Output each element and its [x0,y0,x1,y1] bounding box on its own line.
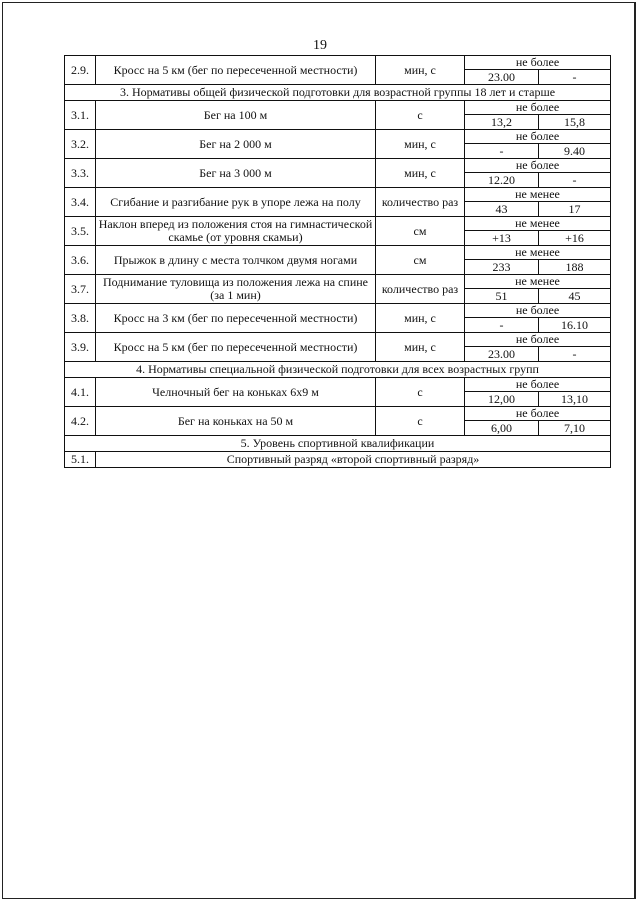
table-row [65,101,611,115]
exercise-name: Прыжок в длину с места толчком двумя ногами [96,246,376,275]
value-women: +16 [539,231,611,246]
exercise-name: Кросс на 5 км (бег по пересеченной местности) [96,56,376,85]
exercise-name: Бег на 100 м [96,101,376,130]
section-header-row [65,436,611,452]
value-women: - [539,173,611,188]
limit-label: не более [465,101,611,115]
value-men: 6,00 [465,421,539,436]
value-men: 23.00 [465,70,539,85]
unit: с [376,378,465,407]
unit: с [376,101,465,130]
row-number: 3.9. [65,333,96,362]
limit-label: не более [465,378,611,392]
limit-label: не более [465,56,611,70]
value-women: 15,8 [539,115,611,130]
value-men: 13,2 [465,115,539,130]
limit-label: не более [465,130,611,144]
unit: количество раз [376,188,465,217]
row-number: 4.2. [65,407,96,436]
value-men: 43 [465,202,539,217]
value-women: 45 [539,289,611,304]
section-title: 4. Нормативы специальной физической подготовки для всех возрастных групп [65,362,611,378]
unit: мин, с [376,304,465,333]
exercise-name: Бег на 2 000 м [96,130,376,159]
row-number: 5.1. [65,452,96,468]
exercise-name: Бег на коньках на 50 м [96,407,376,436]
exercise-name: Сгибание и разгибание рук в упоре лежа на полу [96,188,376,217]
unit: см [376,217,465,246]
value-men: 23.00 [465,347,539,362]
table-row [65,275,611,289]
value-women: - [539,347,611,362]
value-women: 7,10 [539,421,611,436]
value-women: 13,10 [539,392,611,407]
value-men: - [465,144,539,159]
limit-label: не менее [465,246,611,260]
table-row [65,452,611,468]
row-number: 3.3. [65,159,96,188]
exercise-name: Поднимание туловища из положения лежа на спине (за 1 мин) [96,275,376,304]
value-men: - [465,318,539,333]
table-row [65,56,611,70]
value-men: 51 [465,289,539,304]
value-women: 9.40 [539,144,611,159]
unit: с [376,407,465,436]
value-men: +13 [465,231,539,246]
section-title: 3. Нормативы общей физической подготовки для возрастной группы 18 лет и старше [65,85,611,101]
table-row [65,333,611,347]
table-row [65,159,611,173]
value-men: 12,00 [465,392,539,407]
row-number: 3.7. [65,275,96,304]
table-row [65,130,611,144]
row-number: 3.5. [65,217,96,246]
value-men: 12.20 [465,173,539,188]
exercise-name: Бег на 3 000 м [96,159,376,188]
section-title: 5. Уровень спортивной квалификации [65,436,611,452]
norms-table [64,55,611,468]
unit: мин, с [376,56,465,85]
exercise-name: Наклон вперед из положения стоя на гимнастической скамье (от уровня скамьи) [96,217,376,246]
value-women: 188 [539,260,611,275]
table-row [65,217,611,231]
value-women: - [539,70,611,85]
unit: мин, с [376,333,465,362]
exercise-name: Челночный бег на коньках 6х9 м [96,378,376,407]
unit: мин, с [376,159,465,188]
unit: количество раз [376,275,465,304]
qualification-text: Спортивный разряд «второй спортивный разряд» [96,452,611,468]
limit-label: не более [465,333,611,347]
table-row [65,304,611,318]
page-number: 19 [313,38,327,53]
limit-label: не менее [465,188,611,202]
row-number: 3.4. [65,188,96,217]
row-number: 3.2. [65,130,96,159]
row-number: 3.8. [65,304,96,333]
row-number: 3.6. [65,246,96,275]
limit-label: не менее [465,275,611,289]
row-number: 4.1. [65,378,96,407]
value-women: 17 [539,202,611,217]
table-row [65,188,611,202]
limit-label: не более [465,159,611,173]
unit: мин, с [376,130,465,159]
limit-label: не более [465,407,611,421]
section-header-row [65,85,611,101]
table-row [65,378,611,392]
table-row [65,407,611,421]
unit: см [376,246,465,275]
row-number: 3.1. [65,101,96,130]
limit-label: не более [465,304,611,318]
limit-label: не менее [465,217,611,231]
row-number: 2.9. [65,56,96,85]
table-row [65,246,611,260]
section-header-row [65,362,611,378]
value-women: 16.10 [539,318,611,333]
value-men: 233 [465,260,539,275]
exercise-name: Кросс на 5 км (бег по пересеченной местности) [96,333,376,362]
exercise-name: Кросс на 3 км (бег по пересеченной местности) [96,304,376,333]
